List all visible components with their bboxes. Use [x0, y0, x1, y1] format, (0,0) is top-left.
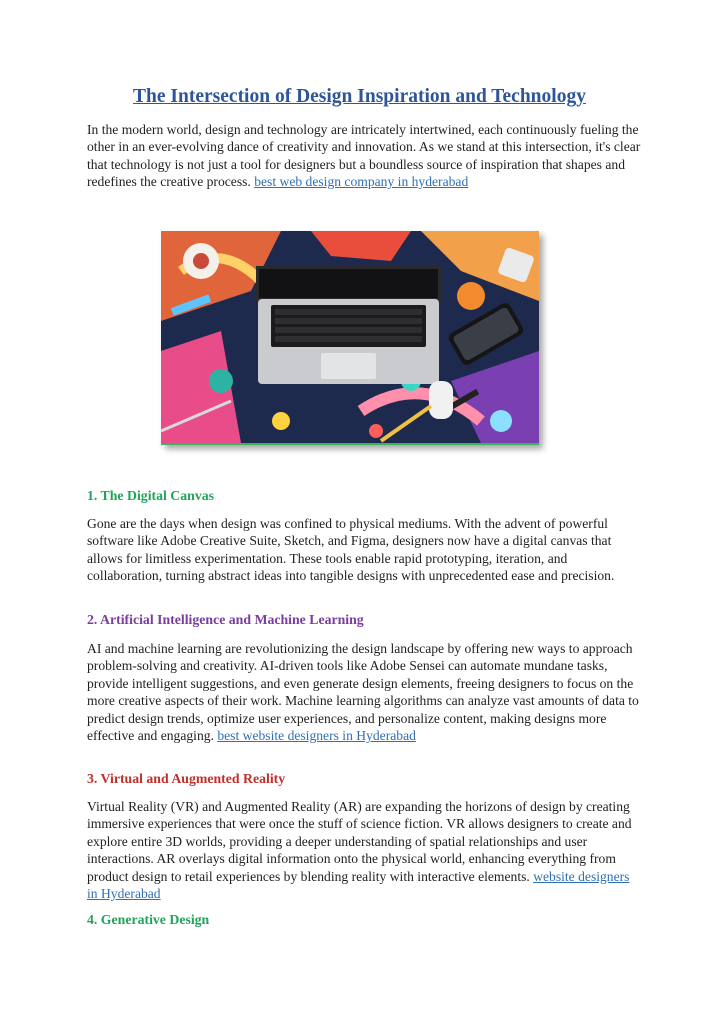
page-title: The Intersection of Design Inspiration and Technology — [133, 86, 586, 107]
section-1-text: Gone are the days when design was confined to physical mediums. With the advent of powerful software like Adobe Creative Suite, Sketch, and Figma, designers now have a digital canvas that allows for limitless experimentation. These tools enable rapid prototyping, iteration, and collaboration, turning abstract ideas into tangible designs with unprecedented ease and precision. — [87, 516, 615, 584]
section-2-link[interactable]: best website designers in Hyderabad — [217, 728, 416, 744]
intro-text: In the modern world, design and technology are intricately intertwined, each continuously fueling the other in an ever-evolving dance of creativity and innovation. As we stand at this intersection, it's clear that technology is not just a tool for designers but a boundless source of inspiration that shapes and redefines the creative process. — [87, 122, 641, 190]
section-2-text: AI and machine learning are revolutionizing the design landscape by offering new ways to approach problem-solving and creativity. AI-driven tools like Adobe Sensei can automate mundane tasks, provide intelligent suggestions, and even generate design elements, freeing designers to focus on the more creative aspects of their work. Machine learning algorithms can analyze vast amounts of data to predict design trends, optimize user experiences, and personalize content, making designs more effective and engaging. — [87, 641, 639, 744]
section-1-paragraph — [87, 515, 643, 585]
section-3-heading: 3. Virtual and Augmented Reality — [87, 771, 286, 786]
intro-paragraph — [87, 121, 643, 191]
section-2-paragraph — [87, 640, 643, 744]
section-2-heading: 2. Artificial Intelligence and Machine Learning — [87, 612, 364, 627]
hero-illustration — [161, 231, 539, 445]
section-3-text: Virtual Reality (VR) and Augmented Reality (AR) are expanding the horizons of design by creating immersive experiences that were once the stuff of science fiction. VR allows designers to create and explore entire 3D worlds, providing a deeper understanding of spatial relationships and user interactions. AR overlays digital information onto the physical world, enhancing everything from product design to retail experiences by blending reality with interactive elements. — [87, 799, 632, 884]
section-3-paragraph — [87, 798, 643, 902]
section-1-heading: 1. The Digital Canvas — [87, 488, 215, 503]
intro-link[interactable]: best web design company in hyderabad — [254, 174, 469, 190]
section-3-link[interactable]: website designers in Hyderabad — [87, 868, 630, 902]
section-4-heading: 4. Generative Design — [87, 912, 210, 927]
